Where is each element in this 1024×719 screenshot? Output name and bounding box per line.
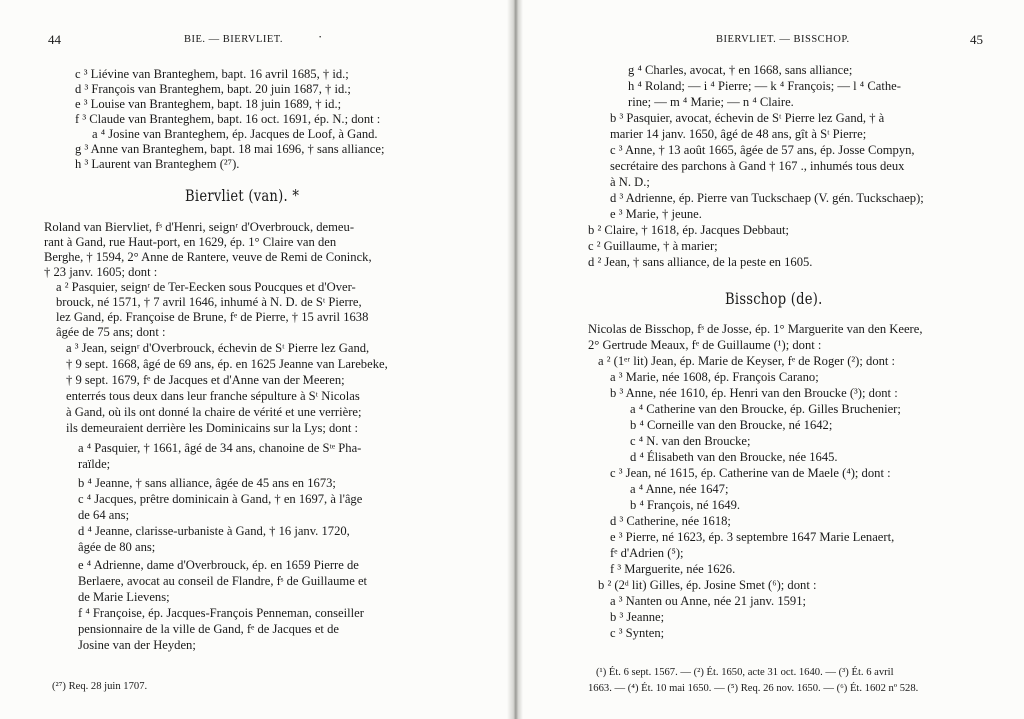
- text-line: a ⁴ Josine van Branteghem, ép. Jacques de Loof, à Gand.: [92, 127, 378, 141]
- text-line: d ³ Catherine, née 1618;: [610, 514, 731, 528]
- text-line: † 9 sept. 1679, fᵉ de Jacques et d'Anne van der Meeren;: [66, 373, 345, 387]
- text-line: enterrés tous deux dans leur franche sépulture à Sᵗ Nicolas: [66, 389, 360, 403]
- text-line: pensionnaire de la ville de Gand, fᵉ de Jacques et de: [78, 622, 339, 636]
- text-line: de Marie Lievens;: [78, 590, 170, 604]
- text-line: âgée de 75 ans; dont :: [56, 325, 166, 339]
- text-line: c ³ Liévine van Branteghem, bapt. 16 avril 1685, † id.;: [75, 67, 349, 81]
- text-line: Roland van Biervliet, fˢ d'Henri, seignʳ d'Overbrouck, demeu-: [44, 220, 355, 234]
- left-running-head: BIE. — BIERVLIET.: [184, 34, 284, 45]
- section-heading-biervliet: Biervliet (van). *: [185, 186, 300, 205]
- text-line: b ² (2ᵈ lit) Gilles, ép. Josine Smet (⁶); dont :: [598, 578, 817, 592]
- text-line: g ⁴ Charles, avocat, † en 1668, sans alliance;: [628, 63, 853, 77]
- text-line: h ⁴ Roland; — i ⁴ Pierre; — k ⁴ François; — l ⁴ Cathe-: [628, 79, 901, 93]
- text-line: 2° Gertrude Meaux, fᵉ de Guillaume (¹); dont :: [588, 338, 822, 352]
- text-line: b ² Claire, † 1618, ép. Jacques Debbaut;: [588, 223, 790, 237]
- text-line: a ³ Marie, née 1608, ép. François Carano;: [610, 370, 819, 384]
- text-line: a ³ Jean, seignʳ d'Overbrouck, échevin de Sᵗ Pierre lez Gand,: [66, 341, 370, 355]
- text-line: e ³ Louise van Branteghem, bapt. 18 juin 1689, † id.;: [75, 97, 342, 111]
- text-line: à N. D.;: [610, 175, 650, 189]
- text-line: c ³ Anne, † 13 août 1665, âgée de 57 ans, ép. Josse Compyn,: [610, 143, 915, 157]
- text-line: b ⁴ Corneille van den Broucke, né 1642;: [630, 418, 833, 432]
- text-line: fᵉ d'Adrien (⁵);: [610, 546, 684, 560]
- left-page-number: 44: [48, 32, 61, 47]
- text-line: a ² Pasquier, seignʳ de Ter-Eecken sous Poucques et d'Over-: [56, 280, 356, 294]
- footnote: (²⁷) Req. 28 juin 1707.: [52, 681, 148, 692]
- right-running-head: BIERVLIET. — BISSCHOP.: [716, 34, 850, 45]
- right-page-number: 45: [970, 32, 983, 47]
- text-line: ils demeuraient derrière les Dominicains sur la Lys; dont :: [66, 421, 359, 435]
- text-line: Berghe, † 1594, 2° Anne de Rantere, veuve de Remi de Coninck,: [44, 250, 372, 264]
- text-line: e ³ Marie, † jeune.: [610, 207, 702, 221]
- text-line: rant à Gand, rue Haut-port, en 1629, ép. 1° Claire van den: [44, 235, 337, 249]
- text-line: b ⁴ François, né 1649.: [630, 498, 741, 512]
- text-line: de 64 ans;: [78, 508, 130, 522]
- text-line: f ⁴ Françoise, ép. Jacques-François Penneman, conseiller: [78, 606, 364, 620]
- text-line: d ⁴ Élisabeth van den Broucke, née 1645.: [630, 450, 838, 464]
- text-line: e ⁴ Adrienne, dame d'Overbrouck, ép. en 1659 Pierre de: [78, 558, 359, 572]
- text-line: rine; — m ⁴ Marie; — n ⁴ Claire.: [628, 95, 794, 109]
- text-line: à Gand, où ils ont donné la chaire de vérité et une verrière;: [66, 405, 362, 419]
- left-ornament: ·: [318, 29, 323, 44]
- footnote: (¹) Ét. 6 sept. 1567. — (²) Ét. 1650, acte 31 oct. 1640. — (³) Ét. 6 avril: [596, 667, 894, 678]
- text-line: d ³ Adrienne, ép. Pierre van Tuckschaep (V. gén. Tuckschaep);: [610, 191, 924, 205]
- text-line: Josine van der Heyden;: [78, 638, 196, 652]
- text-line: c ² Guillaume, † à marier;: [588, 239, 718, 253]
- text-line: a ² (1ᵉʳ lit) Jean, ép. Marie de Keyser, fᵉ de Roger (²); dont :: [598, 354, 896, 368]
- text-line: g ³ Anne van Branteghem, bapt. 18 mai 1696, † sans alliance;: [75, 142, 385, 156]
- text-line: a ³ Nanten ou Anne, née 21 janv. 1591;: [610, 594, 807, 608]
- text-line: † 23 janv. 1605; dont :: [44, 265, 158, 279]
- text-line: c ⁴ N. van den Broucke;: [630, 434, 751, 448]
- text-line: d ³ François van Branteghem, bapt. 20 juin 1687, † id.;: [75, 82, 351, 96]
- text-line: b ³ Anne, née 1610, ép. Henri van den Broucke (³); dont :: [610, 386, 898, 400]
- left-page: [0, 0, 508, 719]
- text-line: c ⁴ Jacques, prêtre dominicain à Gand, † en 1697, à l'âge: [78, 492, 363, 506]
- right-page: [520, 0, 1024, 719]
- text-line: d ² Jean, † sans alliance, de la peste en 1605.: [588, 255, 813, 269]
- text-line: † 9 sept. 1668, âgé de 69 ans, ép. en 1625 Jeanne van Larebeke,: [66, 357, 388, 371]
- text-line: a ⁴ Anne, née 1647;: [630, 482, 729, 496]
- text-line: c ³ Synten;: [610, 626, 665, 640]
- footnote: 1663. — (⁴) Ét. 10 mai 1650. — (⁵) Req. 26 nov. 1650. — (⁶) Ét. 1602 nº 528.: [588, 683, 919, 694]
- text-line: âgée de 80 ans;: [78, 540, 156, 554]
- section-heading-bisschop: Bisschop (de).: [725, 289, 823, 308]
- text-line: a ⁴ Pasquier, † 1661, âgé de 34 ans, chanoine de Sᵗᵉ Pha-: [78, 441, 362, 455]
- text-line: d ⁴ Jeanne, clarisse-urbaniste à Gand, † 16 janv. 1720,: [78, 524, 350, 538]
- text-line: b ³ Pasquier, avocat, échevin de Sᵗ Pierre lez Gand, † à: [610, 111, 885, 125]
- text-line: a ⁴ Catherine van den Broucke, ép. Gilles Bruchenier;: [630, 402, 901, 416]
- text-line: brouck, né 1571, † 7 avril 1646, inhumé à N. D. de Sᵗ Pierre,: [56, 295, 362, 309]
- text-line: marier 14 janv. 1650, âgé de 48 ans, gît à Sᵗ Pierre;: [610, 127, 867, 141]
- text-line: f ³ Claude van Branteghem, bapt. 16 oct. 1691, ép. N.; dont :: [75, 112, 381, 126]
- text-line: secrétaire des parchons à Gand † 167 ., inhumés tous deux: [610, 159, 905, 173]
- text-line: c ³ Jean, né 1615, ép. Catherine van de Maele (⁴); dont :: [610, 466, 891, 480]
- text-line: h ³ Laurent van Branteghem (²⁷).: [75, 157, 240, 171]
- text-line: b ³ Jeanne;: [610, 610, 665, 624]
- text-line: raïlde;: [78, 457, 111, 471]
- text-line: e ³ Pierre, né 1623, ép. 3 septembre 1647 Marie Lenaert,: [610, 530, 895, 544]
- text-line: lez Gand, ép. Françoise de Brune, fᵉ de Pierre, † 15 avril 1638: [56, 310, 369, 324]
- text-line: b ⁴ Jeanne, † sans alliance, âgée de 45 ans en 1673;: [78, 476, 336, 490]
- text-line: Berlaere, avocat au conseil de Flandre, fˢ de Guillaume et: [78, 574, 368, 588]
- text-line: Nicolas de Bisschop, fˢ de Josse, ép. 1° Marguerite van den Keere,: [588, 322, 923, 336]
- text-line: f ³ Marguerite, née 1626.: [610, 562, 736, 576]
